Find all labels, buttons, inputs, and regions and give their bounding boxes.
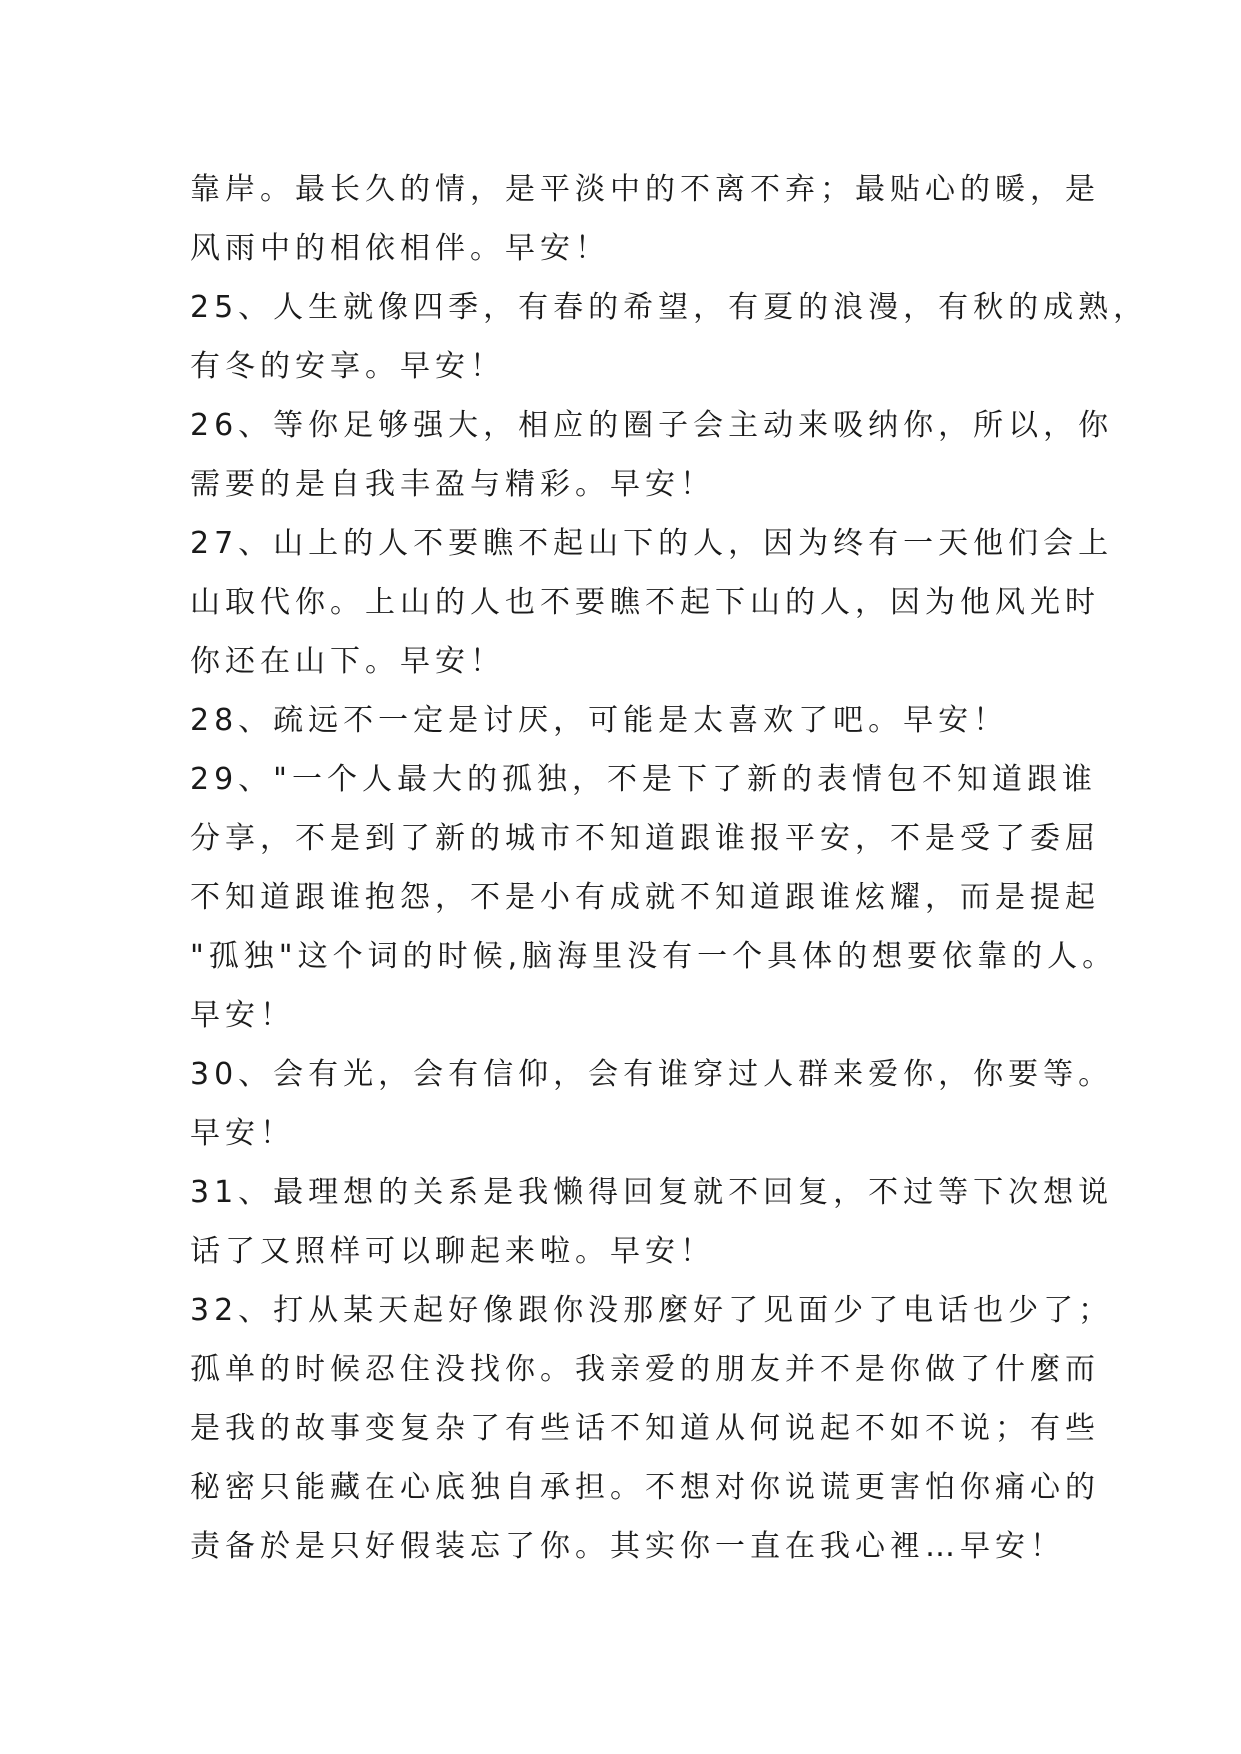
text-line: 30、会有光，会有信仰，会有谁穿过人群来爱你，你要等。 — [190, 1057, 1114, 1092]
text-line: 有冬的安享。早安！ — [190, 349, 505, 384]
text-line: 风雨中的相依相伴。早安！ — [190, 231, 610, 266]
text-line: 不知道跟谁抱怨，不是小有成就不知道跟谁炫耀，而是提起 — [190, 880, 1100, 915]
text-line: 山取代你。上山的人也不要瞧不起下山的人，因为他风光时 — [190, 585, 1100, 620]
text-line: 话了又照样可以聊起来啦。早安！ — [190, 1234, 715, 1269]
text-line: 27、山上的人不要瞧不起山下的人，因为终有一天他们会上 — [190, 526, 1114, 561]
text-line: 是我的故事变复杂了有些话不知道从何说起不如不说；有些 — [190, 1411, 1100, 1446]
text-line: 分享，不是到了新的城市不知道跟谁报平安，不是受了委屈 — [190, 821, 1100, 856]
document-body — [190, 160, 1149, 1576]
text-line: 25、人生就像四季，有春的希望，有夏的浪漫，有秋的成熟， — [190, 290, 1149, 325]
text-line: "孤独"这个词的时候,脑海里没有一个具体的想要依靠的人。 — [190, 939, 1118, 974]
text-line: 秘密只能藏在心底独自承担。不想对你说谎更害怕你痛心的 — [190, 1470, 1100, 1505]
text-line: 32、打从某天起好像跟你没那麼好了见面少了电话也少了； — [190, 1293, 1114, 1328]
text-line: 孤单的时候忍住没找你。我亲爱的朋友并不是你做了什麼而 — [190, 1352, 1100, 1387]
text-line: 需要的是自我丰盈与精彩。早安！ — [190, 467, 715, 502]
text-line: 29、"一个人最大的孤独，不是下了新的表情包不知道跟谁 — [190, 762, 1097, 797]
text-line: 28、疏远不一定是讨厌，可能是太喜欢了吧。早安！ — [190, 703, 1009, 738]
text-line: 早安！ — [190, 1116, 295, 1151]
text-line: 你还在山下。早安！ — [190, 644, 505, 679]
text-line: 早安！ — [190, 998, 295, 1033]
text-line: 靠岸。最长久的情，是平淡中的不离不弃；最贴心的暖，是 — [190, 172, 1100, 207]
text-line: 31、最理想的关系是我懒得回复就不回复，不过等下次想说 — [190, 1175, 1114, 1210]
text-line: 责备於是只好假装忘了你。其实你一直在我心裡…早安！ — [190, 1529, 1065, 1564]
text-line: 26、等你足够强大，相应的圈子会主动来吸纳你，所以，你 — [190, 408, 1114, 443]
